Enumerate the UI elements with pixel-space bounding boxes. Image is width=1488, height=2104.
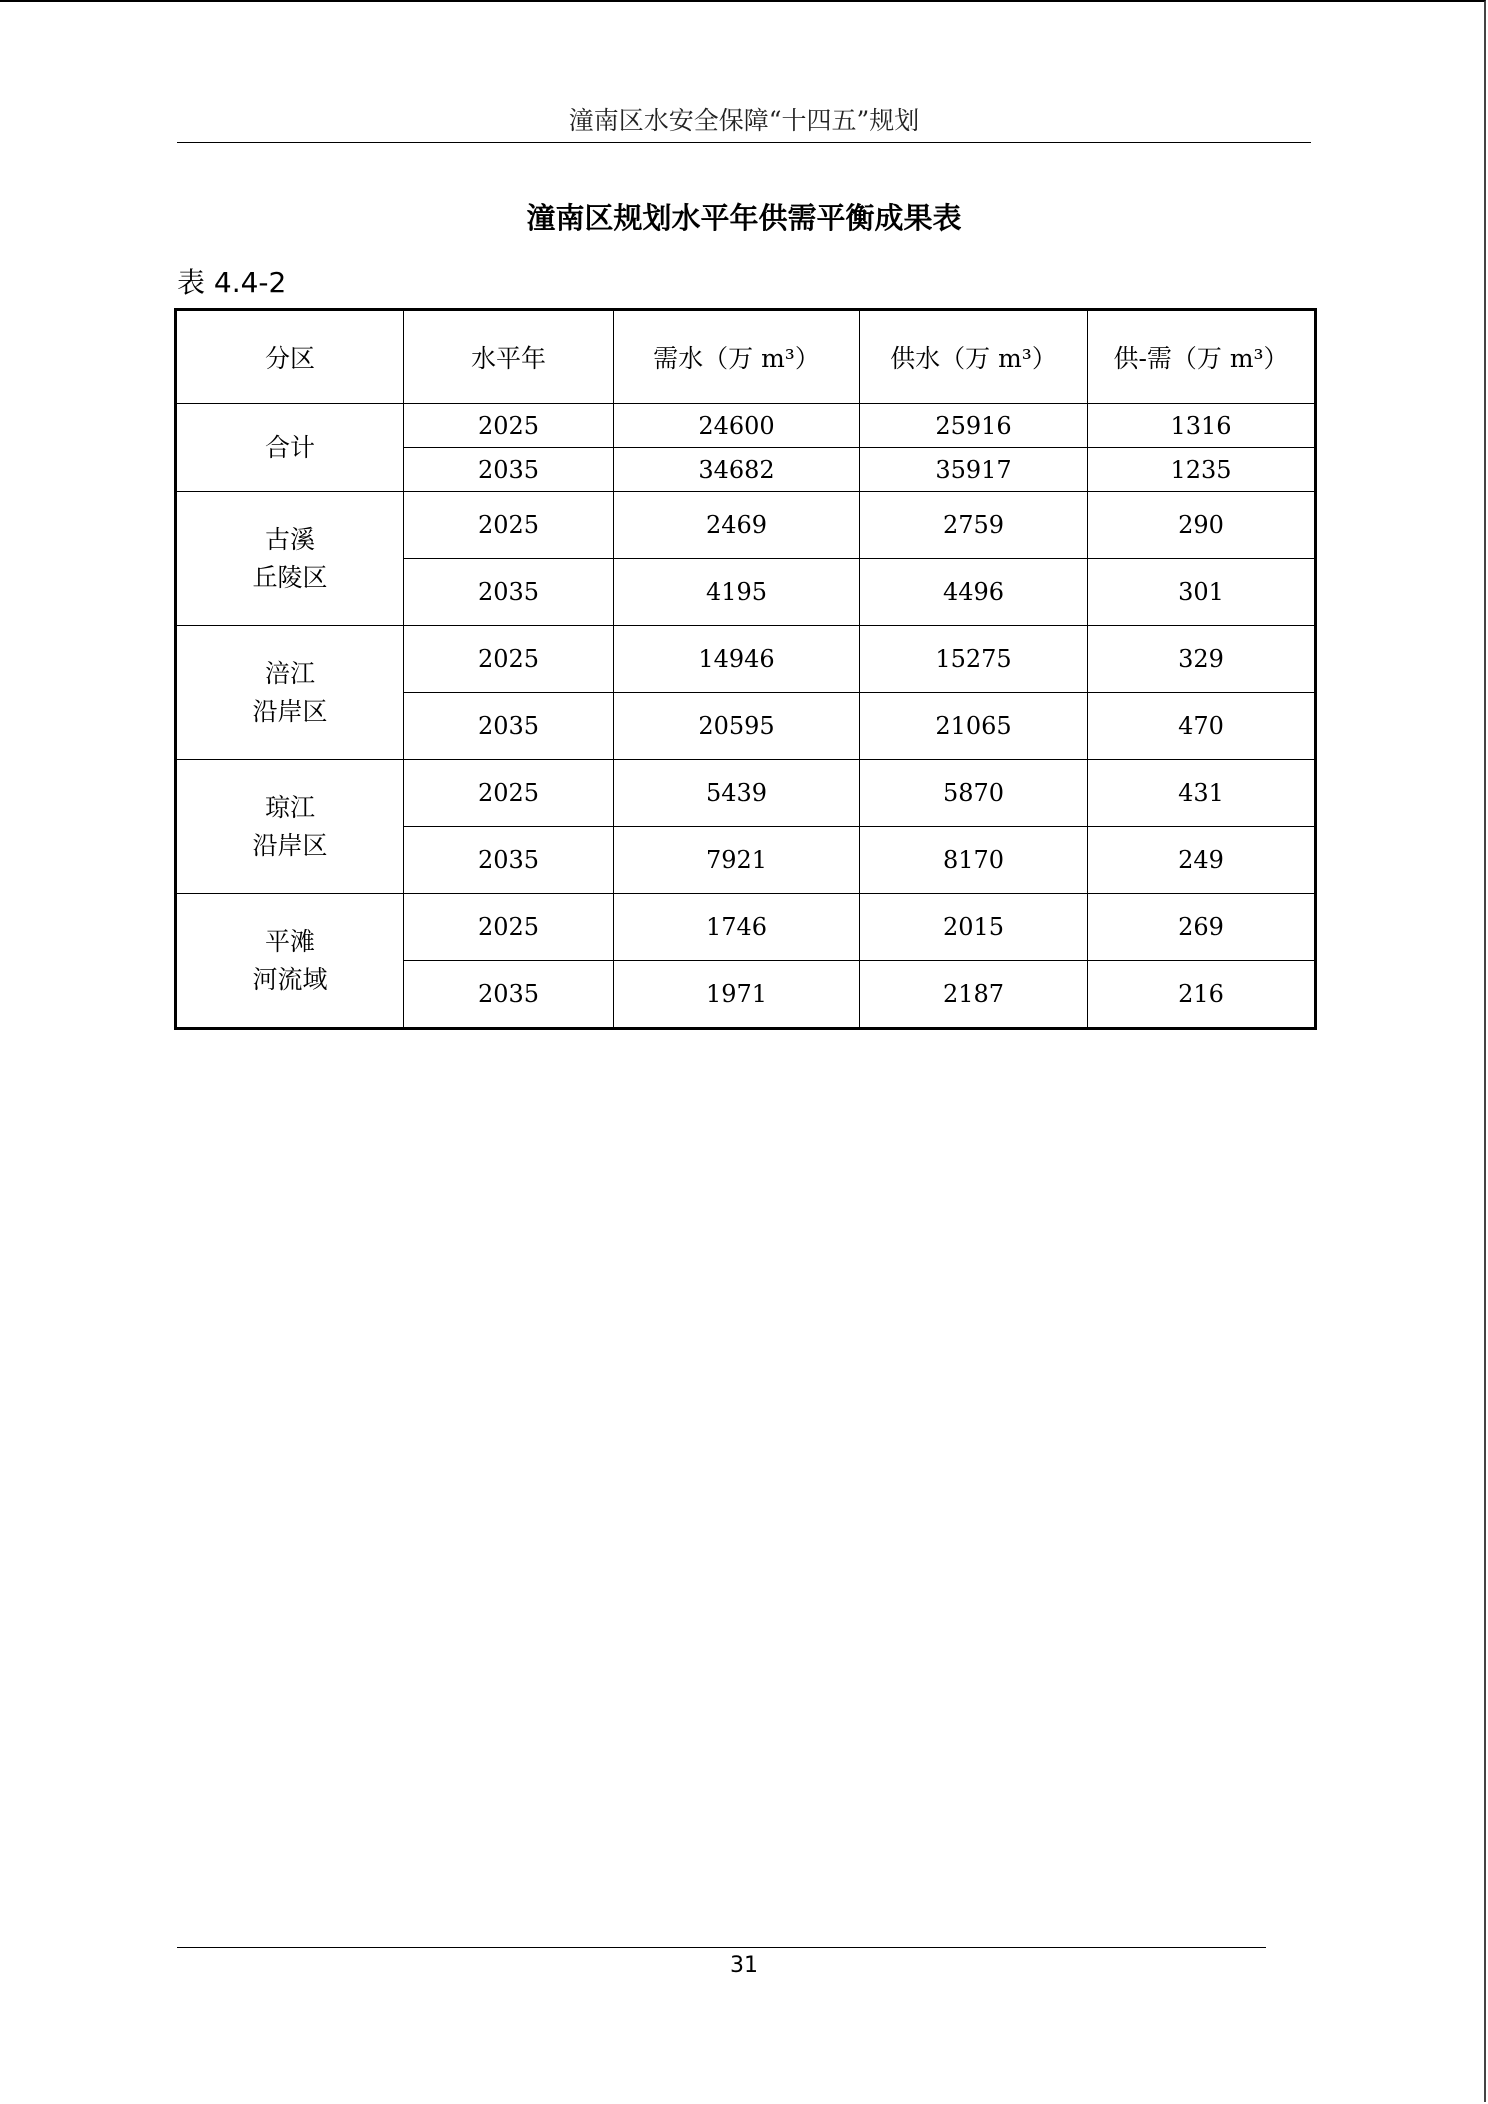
- footer-rule: [177, 1947, 1266, 1948]
- year-cell: 2035: [404, 693, 614, 760]
- table-row: [176, 760, 1316, 827]
- supply-cell: 8170: [860, 827, 1088, 894]
- balance-cell: 431: [1088, 760, 1316, 827]
- table-title: 潼南区规划水平年供需平衡成果表: [526, 201, 962, 235]
- running-header: 潼南区水安全保障“十四五”规划: [568, 106, 920, 135]
- region-cell-qiongjiang: [176, 760, 404, 894]
- region-label: 古溪: [264, 524, 315, 554]
- demand-cell: 4195: [614, 559, 860, 626]
- table-number: 表 4.4-2: [177, 266, 287, 299]
- balance-cell: 301: [1088, 559, 1316, 626]
- supply-cell: 2015: [860, 894, 1088, 961]
- demand-cell: 7921: [614, 827, 860, 894]
- supply-demand-table: [174, 308, 1317, 1030]
- region-cell-total: [176, 404, 404, 492]
- year-cell: 2025: [404, 894, 614, 961]
- balance-cell: 1316: [1088, 404, 1316, 448]
- demand-cell: 14946: [614, 626, 860, 693]
- balance-cell: 216: [1088, 961, 1316, 1029]
- year-cell: 2025: [404, 492, 614, 559]
- demand-cell: 20595: [614, 693, 860, 760]
- table-row: [176, 626, 1316, 693]
- year-cell: 2035: [404, 448, 614, 492]
- region-label: 平滩: [264, 926, 315, 956]
- column-header-balance: 供-需（万 m³）: [1088, 310, 1316, 404]
- balance-cell: 329: [1088, 626, 1316, 693]
- table-header-row: [176, 310, 1316, 404]
- demand-cell: 2469: [614, 492, 860, 559]
- supply-cell: 25916: [860, 404, 1088, 448]
- table-row: [176, 894, 1316, 961]
- supply-cell: 4496: [860, 559, 1088, 626]
- balance-cell: 1235: [1088, 448, 1316, 492]
- supply-cell: 5870: [860, 760, 1088, 827]
- column-header-region: 分区: [176, 310, 404, 404]
- supply-cell: 2187: [860, 961, 1088, 1029]
- region-label: 涪江: [264, 658, 315, 688]
- region-cell-guxi: [176, 492, 404, 626]
- balance-cell: 269: [1088, 894, 1316, 961]
- region-label: 沿岸区: [252, 830, 328, 860]
- page-number: 31: [730, 1953, 758, 1978]
- supply-cell: 2759: [860, 492, 1088, 559]
- supply-cell: 35917: [860, 448, 1088, 492]
- demand-cell: 1746: [614, 894, 860, 961]
- region-cell-fujiang: [176, 626, 404, 760]
- table-row: [176, 404, 1316, 448]
- year-cell: 2025: [404, 760, 614, 827]
- balance-cell: 470: [1088, 693, 1316, 760]
- region-label: 合计: [264, 432, 315, 462]
- year-cell: 2025: [404, 626, 614, 693]
- demand-cell: 24600: [614, 404, 860, 448]
- demand-cell: 1971: [614, 961, 860, 1029]
- region-label: 丘陵区: [252, 562, 328, 592]
- region-label: 沿岸区: [252, 696, 328, 726]
- region-label: 河流域: [252, 964, 328, 994]
- year-cell: 2035: [404, 827, 614, 894]
- year-cell: 2035: [404, 559, 614, 626]
- balance-cell: 249: [1088, 827, 1316, 894]
- header-rule: [177, 142, 1311, 143]
- region-label: 琼江: [264, 792, 315, 822]
- year-cell: 2035: [404, 961, 614, 1029]
- supply-cell: 15275: [860, 626, 1088, 693]
- supply-cell: 21065: [860, 693, 1088, 760]
- demand-cell: 34682: [614, 448, 860, 492]
- column-header-demand: 需水（万 m³）: [614, 310, 860, 404]
- region-cell-pingtan: [176, 894, 404, 1029]
- balance-cell: 290: [1088, 492, 1316, 559]
- column-header-year: 水平年: [404, 310, 614, 404]
- column-header-supply: 供水（万 m³）: [860, 310, 1088, 404]
- demand-cell: 5439: [614, 760, 860, 827]
- year-cell: 2025: [404, 404, 614, 448]
- table-row: [176, 492, 1316, 559]
